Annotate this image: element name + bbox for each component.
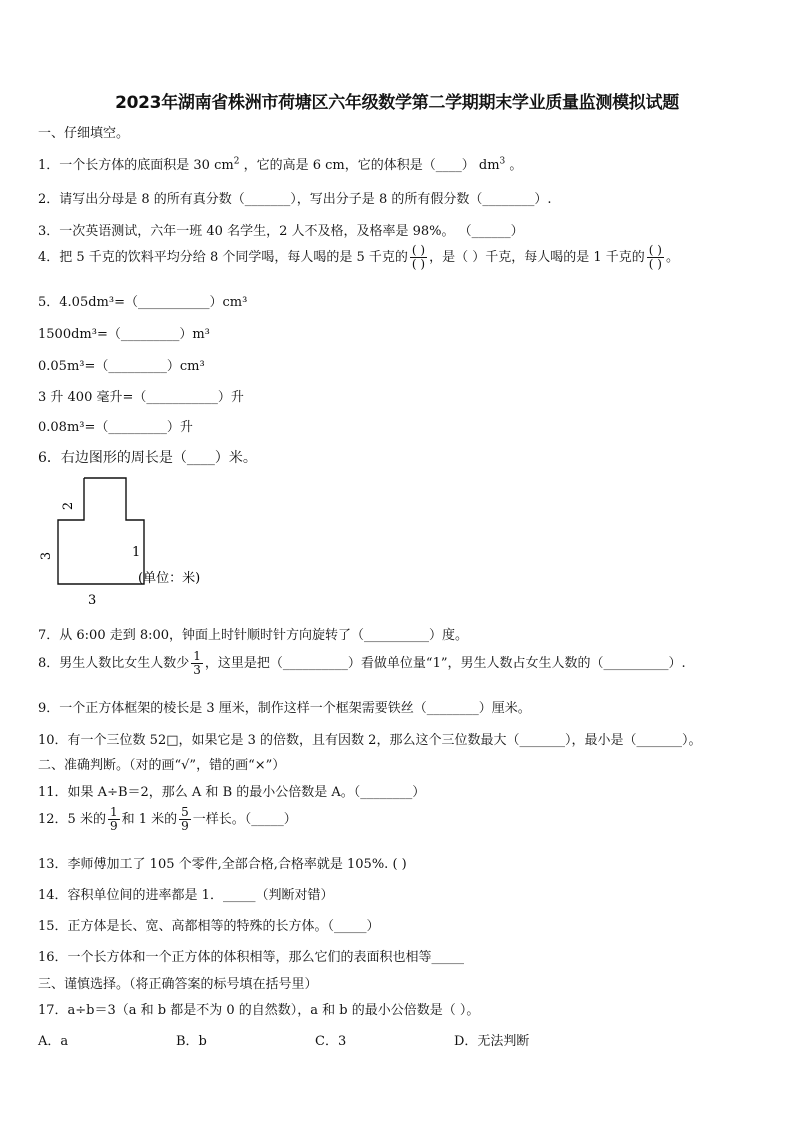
perimeter-figure — [38, 470, 228, 610]
shape-outline — [58, 478, 144, 584]
question-12 — [38, 806, 297, 833]
perimeter-shape — [38, 470, 228, 610]
q1-unit-dm: $dm^3$ — [478, 156, 506, 173]
q8-text-a: 8．男生人数比女生人数少 — [38, 656, 190, 671]
question-11: 11．如果 A÷B＝2，那么 A 和 B 的最小公倍数是 A。（________） — [38, 785, 426, 800]
q8-text-b: ，这里是把（__________）看做单位量“1”，男生人数占女生人数的（__________）. — [204, 656, 686, 671]
question-2: 2．请写出分母是 8 的所有真分数（_______），写出分子是 8 的所有假分数（________）. — [38, 192, 552, 207]
label-bottom-side: 3 — [88, 593, 97, 608]
page-title: 2023年湖南省株洲市荷塘区六年级数学第二学期期末学业质量监测模拟试题 — [115, 93, 679, 113]
choice-d: D．无法判断 — [454, 1034, 530, 1049]
question-5-line-3: 0.05m³=（_________）cm³ — [38, 359, 205, 374]
choice-c: C．3 — [315, 1034, 347, 1049]
question-8 — [38, 650, 686, 677]
section-heading-judge: 二、准确判断。（对的画“√”，错的画“×”） — [38, 758, 286, 773]
question-5-line-4: 3 升 400 毫升=（___________）升 — [38, 390, 244, 405]
question-15: 15．正方体是长、宽、高都相等的特殊的长方体。（_____） — [38, 919, 380, 934]
question-13: 13．李师傅加工了 105 个零件,全部合格,合格率就是 105%. ( ) — [38, 857, 407, 872]
section-heading-fill-in: 一、仔细填空。 — [38, 126, 130, 141]
section-heading-choose: 三、谨慎选择。（将正确答案的标号填在括号里） — [38, 977, 318, 992]
q12-text-c: 一样长。（_____） — [192, 812, 297, 827]
question-1 — [38, 154, 522, 173]
label-top-side: 2 — [61, 501, 76, 511]
question-9: 9．一个正方体框架的棱长是 3 厘米，制作这样一个框架需要铁丝（________）厘米。 — [38, 701, 531, 716]
question-7: 7．从 6:00 走到 8:00，钟面上时针顺时针方向旋转了（__________）度。 — [38, 628, 469, 643]
q4-fraction-2: $\frac{( )}{( )}$ — [648, 243, 662, 271]
q1-text-c: 。 — [509, 158, 523, 173]
q1-unit-cm: $cm^2$ — [214, 156, 240, 173]
choice-b: B．b — [176, 1034, 207, 1049]
question-16: 16．一个长方体和一个正方体的体积相等，那么它们的表面积也相等_____ — [38, 950, 465, 965]
label-left-side: 3 — [39, 551, 54, 561]
question-3: 3．一次英语测试，六年一班 40 名学生，2 人不及格，及格率是 98%。 （______） — [38, 224, 524, 239]
q12-text-b: 和 1 米的 — [121, 812, 178, 827]
unit-label: (单位：米) — [138, 571, 201, 586]
question-17: 17．a÷b＝3（a 和 b 都是不为 0 的自然数），a 和 b 的最小公倍数是（ ）。 — [38, 1003, 480, 1018]
q12-text-a: 12．5 米的 — [38, 812, 106, 827]
q12-fraction-1: $\frac{1}{9}$ — [109, 805, 118, 833]
question-10: 10．有一个三位数 52□，如果它是 3 的倍数，且有因数 2，那么这个三位数最大（_______），最小是（_______）。 — [38, 733, 702, 748]
question-5-line-1: 5．4.05dm³=（___________）cm³ — [38, 295, 248, 310]
q4-text-c: 。 — [665, 250, 679, 265]
choice-a: A．a — [38, 1034, 69, 1049]
label-right-step: 1 — [132, 545, 141, 560]
question-6: 6．右边图形的周长是（____）米。 — [38, 450, 257, 466]
question-14: 14．容积单位间的进率都是 1．_____（判断对错） — [38, 888, 334, 903]
q12-fraction-2: $\frac{5}{9}$ — [181, 805, 189, 833]
q8-fraction: $\frac{1}{3}$ — [193, 649, 201, 677]
question-4 — [38, 244, 679, 271]
q4-text-b: ，是（ ）千克，每人喝的是 1 千克的 — [429, 250, 645, 265]
q1-text-b: ，它的高是 6 cm，它的体积是（____） — [243, 158, 475, 173]
q4-fraction-1: $\frac{( )}{( )}$ — [411, 243, 426, 271]
q4-text-a: 4．把 5 千克的饮料平均分给 8 个同学喝，每人喝的是 5 千克的 — [38, 250, 408, 265]
question-5-line-5: 0.08m³=（_________）升 — [38, 420, 193, 435]
q1-text-a: 1．一个长方体的底面积是 30 — [38, 158, 210, 173]
question-5-line-2: 1500dm³=（_________）m³ — [38, 327, 210, 342]
